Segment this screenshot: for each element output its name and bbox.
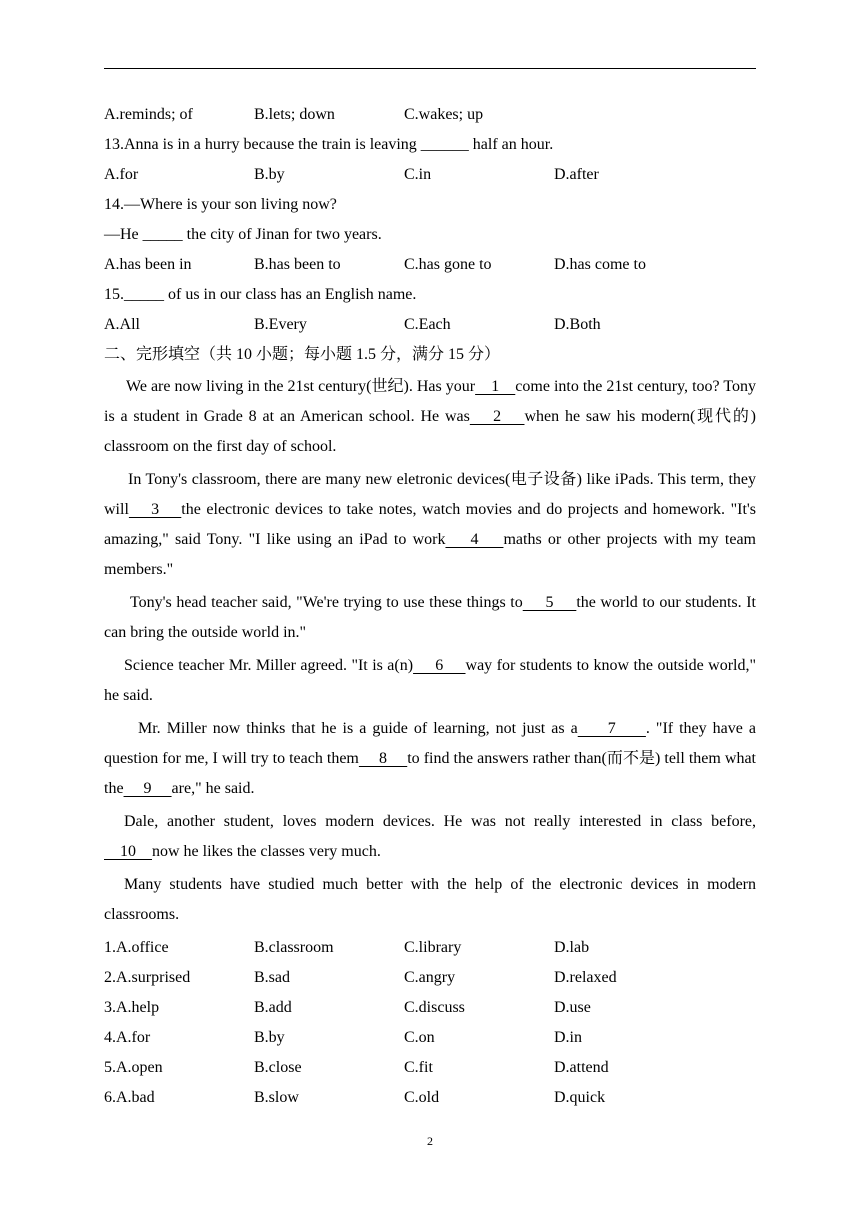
option-row xyxy=(104,310,756,340)
option-a: 6.A.bad xyxy=(104,1089,155,1106)
cloze-option-row xyxy=(104,933,756,963)
option-c: C.angry xyxy=(404,969,456,986)
option-row xyxy=(104,160,756,190)
option-d: D.quick xyxy=(554,1089,606,1106)
option-b: B.by xyxy=(254,166,285,183)
blank-10: 10 xyxy=(104,843,152,860)
option-b: B.lets; down xyxy=(254,106,335,123)
cloze-option-row xyxy=(104,993,756,1023)
page-content xyxy=(104,100,756,1113)
option-b: B.sad xyxy=(254,969,290,986)
blank-1: 1 xyxy=(475,378,516,395)
option-c: C.in xyxy=(404,166,432,183)
passage-paragraph: In Tony's classroom, there are many new eletronic devices(电子设备) like iPads. This term, they will 3 the electronic devices to take notes, watch movies and do projects and homework. "It's amazing," said Tony. "I like using an iPad to work 4 maths or other projects with my team members." xyxy=(104,471,757,578)
option-c: C.on xyxy=(404,1029,435,1046)
option-d: D.in xyxy=(554,1029,582,1046)
blank-5: 5 xyxy=(522,594,577,611)
option-a: A.for xyxy=(104,166,139,183)
header-rule xyxy=(104,68,756,69)
option-row xyxy=(104,250,756,280)
option-a: 1.A.office xyxy=(104,939,169,956)
passage-paragraph: Mr. Miller now thinks that he is a guide of learning, not just as a 7 . "If they have a question for me, I will try to teach them 8 to find the answers rather than(而不是) tell them what the 9 are," he said. xyxy=(104,720,756,797)
option-a: A.reminds; of xyxy=(104,106,193,123)
option-d: D.after xyxy=(554,166,599,183)
option-c: C.discuss xyxy=(404,999,465,1016)
option-d: D.lab xyxy=(554,939,590,956)
blank-7: 7 xyxy=(577,720,646,737)
option-d: D.has come to xyxy=(554,256,646,273)
option-b: B.add xyxy=(254,999,292,1016)
option-a: A.has been in xyxy=(104,256,192,273)
question-stem: 15._____ of us in our class has an English name. xyxy=(104,286,417,303)
passage-paragraph: Tony's head teacher said, "We're trying to use these things to 5 the world to our students. It can bring the outside world in." xyxy=(104,594,756,641)
passage-paragraph: Dale, another student, loves modern devices. He was not really interested in class before, 10 now he likes the classes very much. xyxy=(104,813,756,860)
section-heading: 二、完形填空（共 10 小题；每小题 1.5 分，满分 15 分） xyxy=(104,346,501,363)
question-stem: —He _____ the city of Jinan for two years. xyxy=(104,226,382,243)
cloze-option-row xyxy=(104,1083,756,1113)
option-c: C.wakes; up xyxy=(404,106,484,123)
blank-8: 8 xyxy=(358,750,408,767)
option-b: B.close xyxy=(254,1059,302,1076)
option-c: C.Each xyxy=(404,316,451,333)
option-d: D.Both xyxy=(554,316,601,333)
option-d: D.relaxed xyxy=(554,969,617,986)
option-b: B.by xyxy=(254,1029,285,1046)
option-a: 2.A.surprised xyxy=(104,969,191,986)
option-c: C.fit xyxy=(404,1059,433,1076)
option-a: 4.A.for xyxy=(104,1029,151,1046)
passage-paragraph: Science teacher Mr. Miller agreed. "It is a(n) 6 way for students to know the outside world," he said. xyxy=(104,657,757,704)
option-a: 5.A.open xyxy=(104,1059,163,1076)
blank-2: 2 xyxy=(469,408,525,425)
option-d: D.attend xyxy=(554,1059,609,1076)
option-b: B.Every xyxy=(254,316,307,333)
option-a: A.All xyxy=(104,316,140,333)
blank-6: 6 xyxy=(413,657,466,674)
option-d: D.use xyxy=(554,999,591,1016)
passage-paragraph: We are now living in the 21st century(世纪). Has your 1 come into the 21st century, too? Tony is a student in Grade 8 at an American school. He was 2 when he saw his modern(现代的) classroom on the first day of school. xyxy=(104,378,757,455)
cloze-option-row xyxy=(104,1023,756,1053)
blank-3: 3 xyxy=(128,501,182,518)
cloze-option-row xyxy=(104,963,756,993)
option-row xyxy=(104,100,756,130)
option-c: C.old xyxy=(404,1089,440,1106)
passage-paragraph: Many students have studied much better with the help of the electronic devices in modern classrooms. xyxy=(104,876,756,923)
blank-4: 4 xyxy=(445,531,504,548)
cloze-option-row xyxy=(104,1053,756,1083)
page-number: 2 xyxy=(427,1134,433,1148)
option-c: C.has gone to xyxy=(404,256,492,273)
question-stem: 13.Anna is in a hurry because the train is leaving ______ half an hour. xyxy=(104,136,554,153)
option-b: B.classroom xyxy=(254,939,334,956)
blank-9: 9 xyxy=(123,780,172,797)
option-b: B.has been to xyxy=(254,256,341,273)
question-stem: 14.—Where is your son living now? xyxy=(104,196,337,213)
option-b: B.slow xyxy=(254,1089,299,1106)
option-a: 3.A.help xyxy=(104,999,160,1016)
option-c: C.library xyxy=(404,939,462,956)
